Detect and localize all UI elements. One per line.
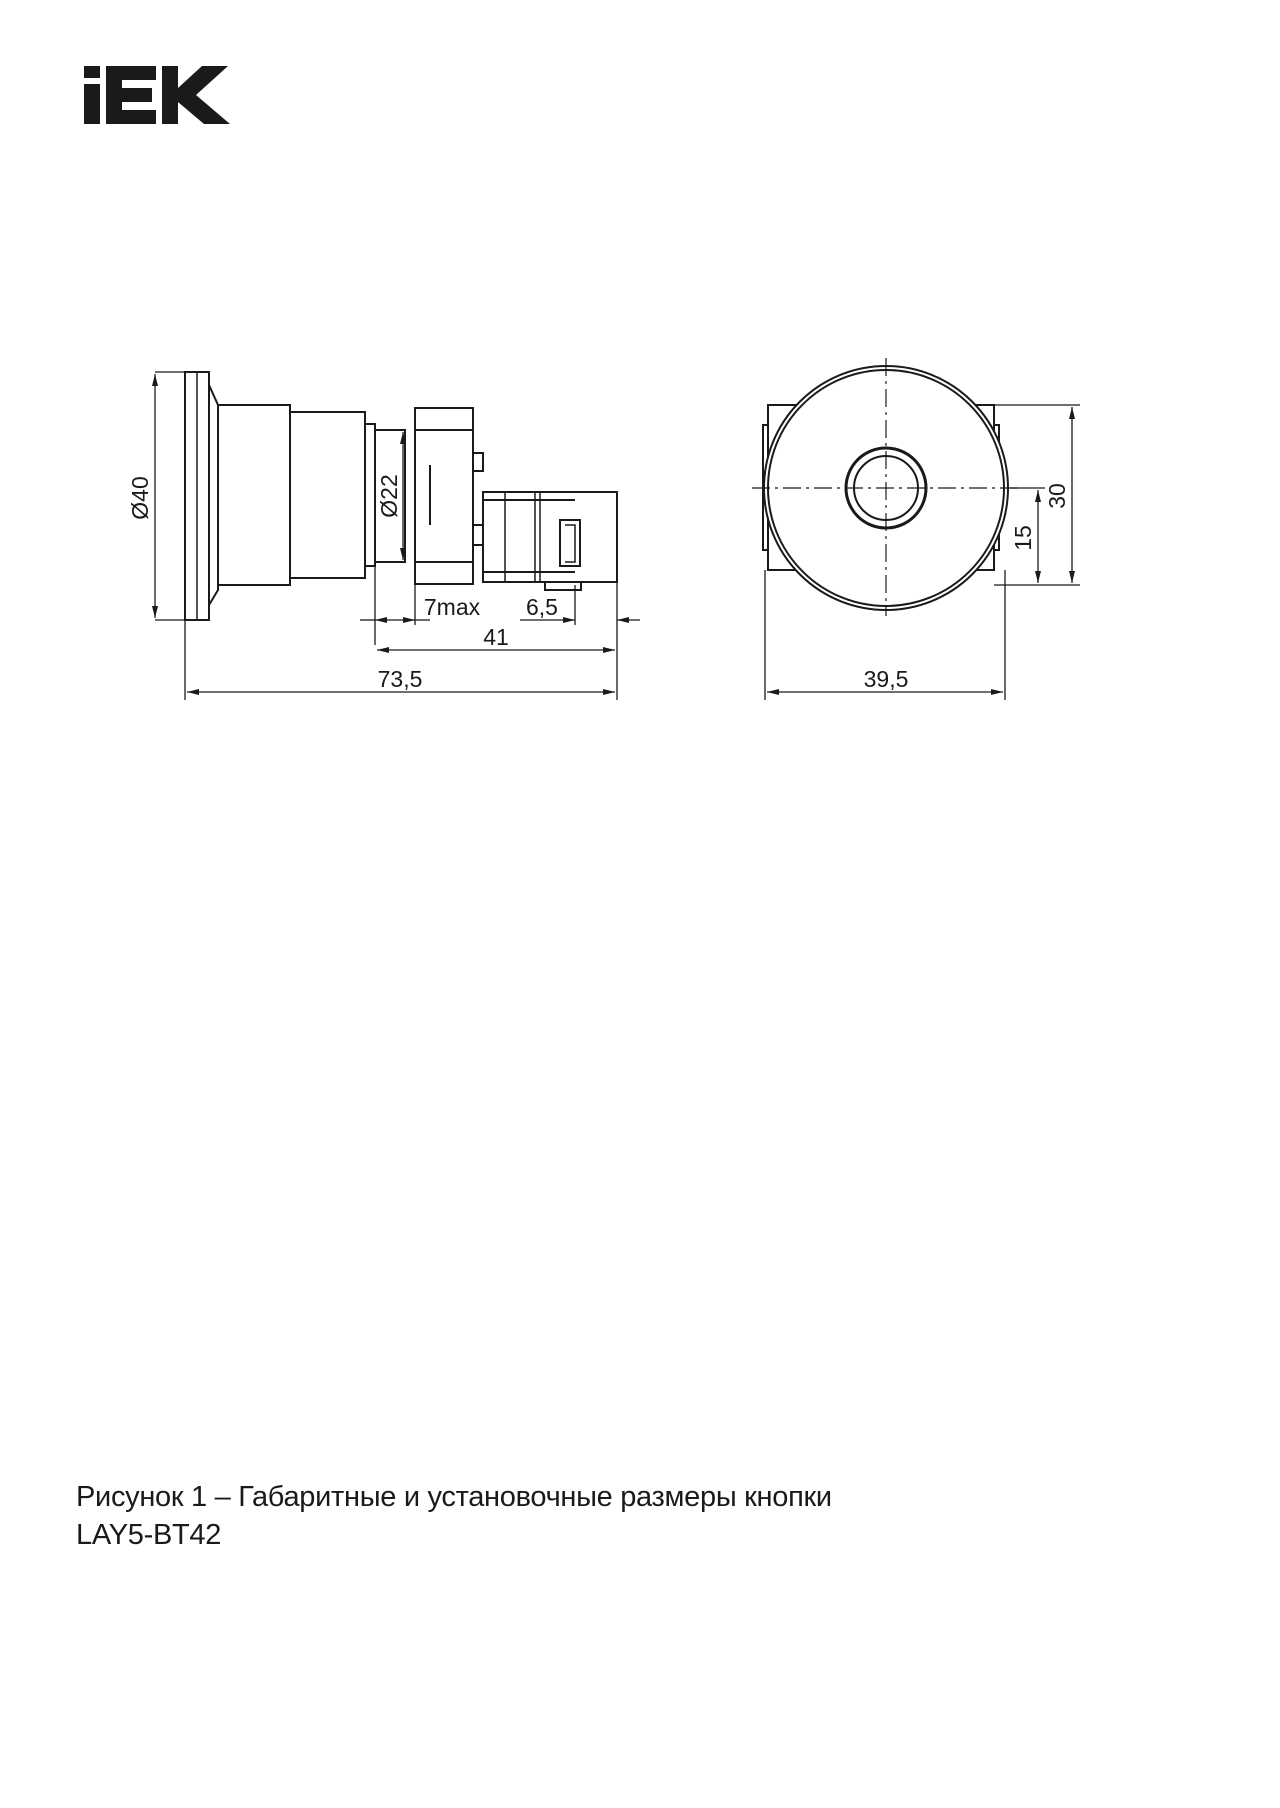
dim-front-half-height: 15: [1010, 525, 1036, 551]
dim-body-length: 41: [483, 624, 509, 650]
dim-front-height: 30: [1044, 483, 1070, 509]
front-view: [752, 358, 1020, 616]
dim-button-diameter: Ø40: [127, 476, 153, 520]
dim-body-diameter: Ø22: [376, 474, 402, 518]
dim-contact-block: 6,5: [526, 594, 558, 620]
mounting-body: [415, 408, 473, 584]
technical-drawing: [0, 0, 1280, 800]
contact-block: [483, 492, 617, 582]
caption-line-2: LAY5-BT42: [76, 1519, 222, 1551]
dim-panel-thickness: 7max: [423, 594, 481, 620]
button-head-body: [209, 385, 218, 605]
side-view-dimensions: [155, 372, 640, 700]
figure-caption: [76, 1478, 832, 1554]
dim-total-length: 73,5: [377, 666, 423, 692]
caption-line-1: Рисунок 1 – Габаритные и установочные размеры кнопки: [76, 1481, 832, 1513]
dim-front-width: 39,5: [863, 666, 909, 692]
